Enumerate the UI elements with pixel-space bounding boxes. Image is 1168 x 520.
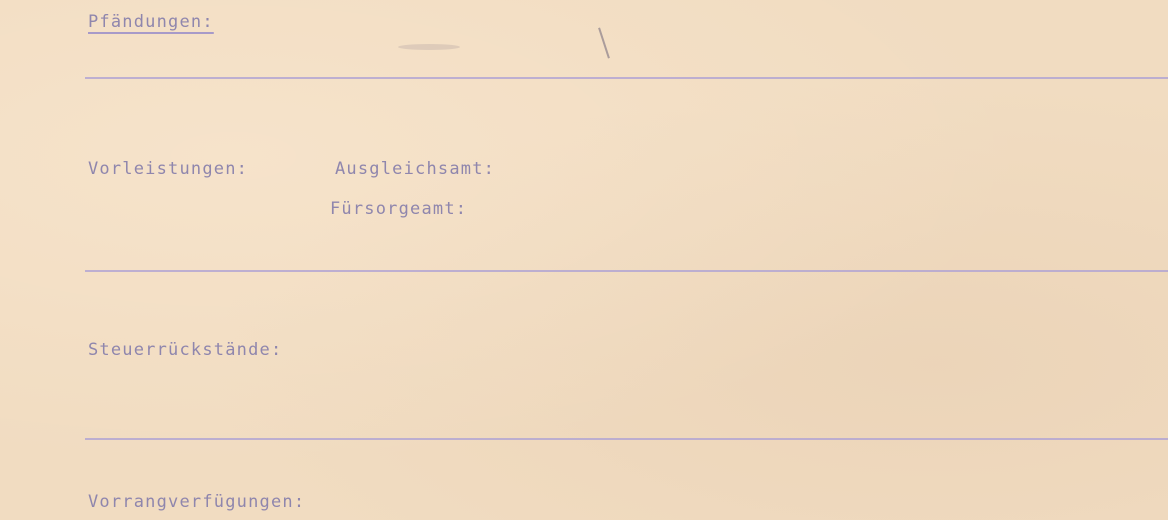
pfaendungen-label: Pfändungen: [88, 12, 214, 32]
divider-rule-3 [85, 438, 1168, 440]
divider-rule-1 [85, 77, 1168, 79]
ink-smudge [398, 44, 460, 50]
fuersorgeamt-label: Fürsorgeamt: [330, 199, 468, 219]
ink-mark [598, 27, 610, 58]
steuerrueckstaende-label: Steuerrückstände: [88, 340, 283, 360]
ausgleichsamt-label: Ausgleichsamt: [335, 159, 496, 179]
vorleistungen-label: Vorleistungen: [88, 159, 249, 179]
divider-rule-2 [85, 270, 1168, 272]
vorrangverfuegungen-label: Vorrangverfügungen: [88, 492, 306, 512]
